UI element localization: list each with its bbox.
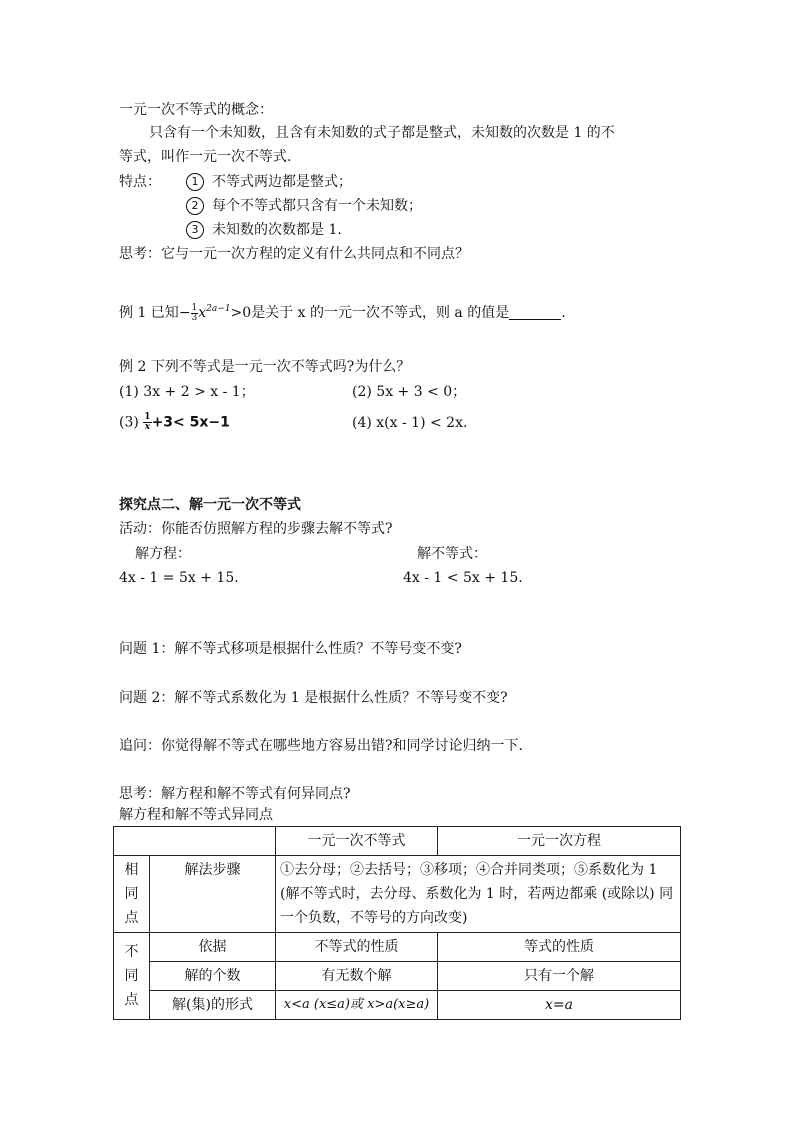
fraction-denominator: 3 xyxy=(191,312,198,323)
fraction-numerator: 1 xyxy=(191,302,198,313)
header-inequality: 一元一次不等式 xyxy=(276,827,438,856)
answer-blank xyxy=(509,305,561,320)
feature-text-2: 每个不等式都只含有一个未知数； xyxy=(212,198,422,214)
example-1-end: . xyxy=(561,305,566,321)
follow-up-question: 追问：你觉得解不等式在哪些地方容易出错?和同学讨论归纳一下. xyxy=(119,738,523,754)
circled-number-3: 3 xyxy=(186,221,204,239)
inequality-solution-form: x<a (x≤a)或 x>a(x≥a) xyxy=(276,991,438,1020)
example-2-item-3-expression: +3< 5x−1 xyxy=(151,414,230,431)
table-row-same xyxy=(114,856,681,933)
solve-equation-label: 解方程： xyxy=(135,546,191,562)
table-header-row xyxy=(114,827,681,856)
example-1-variable: x xyxy=(198,305,207,321)
equation-example: 4x - 1 = 5x + 15. xyxy=(119,570,239,586)
concept-definition-line2: 等式，叫作一元一次不等式. xyxy=(119,149,292,165)
solution-steps-content: ①去分母；②去括号；③移项；④合并同类项；⑤系数化为 1 (解不等式时，去分母、系数化为 1 时，若两边都乘 (或除以) 同一个负数，不等号的方向改变) xyxy=(276,856,681,933)
different-points-label: 不同点 xyxy=(114,933,150,1020)
question-1: 问题 1：解不等式移项是根据什么性质？不等号变不变? xyxy=(119,641,462,657)
same-points-label: 相同点 xyxy=(114,856,150,933)
example-1-prefix: 例 1 已知 xyxy=(119,305,179,321)
table-row xyxy=(114,962,681,991)
example-2-item-1: (1) 3x + 2 > x - 1； xyxy=(119,384,255,400)
example-1-relation: >0 xyxy=(230,305,252,321)
feature-text-3: 未知数的次数都是 1. xyxy=(212,222,342,238)
example-2-item-3-fraction xyxy=(143,413,151,432)
equation-solution-count: 只有一个解 xyxy=(438,962,681,991)
feature-text-1: 不等式两边都是整式； xyxy=(212,174,352,190)
equation-basis: 等式的性质 xyxy=(438,933,681,962)
inequality-solution-count: 有无数个解 xyxy=(276,962,438,991)
row-label-solution-count: 解的个数 xyxy=(150,962,276,991)
concept-definition-line1: 只含有一个未知数，且含有未知数的式子都是整式，未知数的次数是 1 的不 xyxy=(149,125,615,141)
concept-title: 一元一次不等式的概念： xyxy=(119,102,273,118)
fraction-denominator: x xyxy=(144,422,151,432)
think-question-1: 思考：它与一元一次方程的定义有什么共同点和不同点？ xyxy=(119,246,469,262)
example-1-text: 是关于 x 的一元一次不等式，则 a 的值是 xyxy=(251,305,510,321)
example-2-item-4: (4) x(x - 1) < 2x. xyxy=(352,415,468,431)
example-1-exponent: 2a−1 xyxy=(206,304,231,314)
header-equation: 一元一次方程 xyxy=(438,827,681,856)
example-2-item-2: (2) 5x + 3 < 0； xyxy=(352,384,467,400)
think-question-2: 思考：解方程和解不等式有何异同点? xyxy=(119,786,351,802)
circled-number-1: 1 xyxy=(186,173,204,191)
example-2-item-3-label: (3) xyxy=(119,414,139,431)
feature-item-1 xyxy=(186,173,352,191)
example-1-minus: − xyxy=(178,305,191,321)
question-2: 问题 2：解不等式系数化为 1 是根据什么性质？不等号变不变? xyxy=(119,690,508,706)
table-row xyxy=(114,991,681,1020)
inequality-example: 4x - 1 < 5x + 15. xyxy=(403,570,523,586)
example-2-title: 例 2 下列不等式是一元一次不等式吗?为什么？ xyxy=(119,359,411,375)
feature-item-3 xyxy=(186,221,342,239)
equation-solution-form: x=a xyxy=(438,991,681,1020)
feature-item-2 xyxy=(186,197,422,215)
features-label: 特点： xyxy=(119,174,161,190)
table-caption: 解方程和解不等式异同点 xyxy=(119,807,273,823)
table-row xyxy=(114,933,681,962)
section-2-title: 探究点二、解一元一次不等式 xyxy=(119,497,301,513)
table-corner-cell xyxy=(114,827,276,856)
circled-number-2: 2 xyxy=(186,197,204,215)
solve-inequality-label: 解不等式： xyxy=(417,546,487,562)
comparison-table xyxy=(113,826,681,1020)
example-1 xyxy=(119,300,566,323)
row-label-basis: 依据 xyxy=(150,933,276,962)
inequality-basis: 不等式的性质 xyxy=(276,933,438,962)
activity-prompt: 活动：你能否仿照解方程的步骤去解不等式? xyxy=(119,521,393,537)
example-2-item-3 xyxy=(119,413,230,432)
row-label-solution-form: 解(集)的形式 xyxy=(150,991,276,1020)
solution-steps-label: 解法步骤 xyxy=(150,856,276,933)
fraction-numerator: 1 xyxy=(144,412,151,422)
